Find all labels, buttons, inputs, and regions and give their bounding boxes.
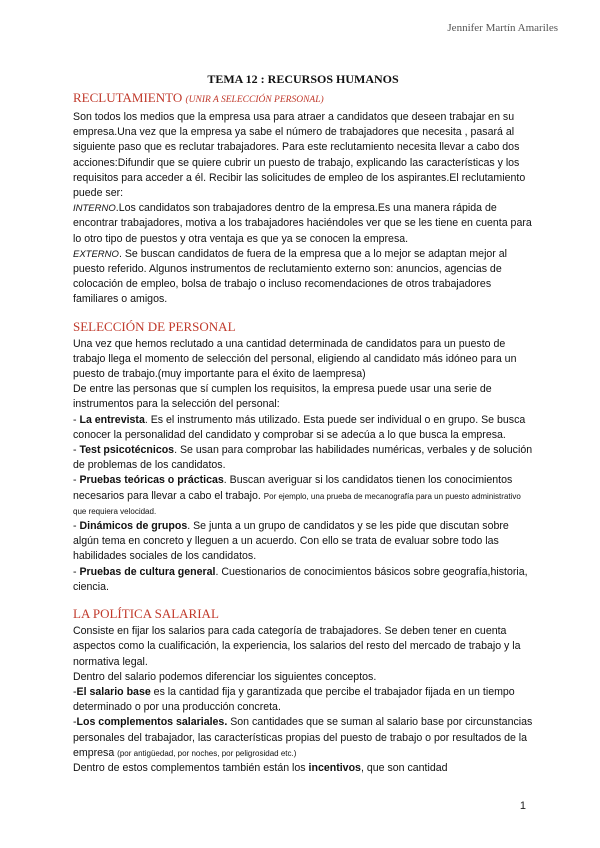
list-item: -Los complementos salariales. Son cantidades que se suman al salario base por circunstancias personales del trabajador, las características propias del puesto de trabajo o por resultados de la empresa (por antigüedad, por noches, por peligrosidad etc.) <box>73 716 533 759</box>
item-note: Por ejemplo, una prueba de mecanografía para un puesto administrativo que requiera velocidad. <box>73 491 521 516</box>
list-item: - Dinámicos de grupos. Se junta a un grupo de candidatos y se les pide que discutan sobre algún tema en concreto y lleguen a un acuerdo. Con ello se trata de evaluar sobre todo las habilidades sociales de los candidatos. <box>73 520 509 563</box>
text: , que son cantidad <box>360 761 448 774</box>
paragraph: De entre las personas que sí cumplen los requisitos, la empresa puede usar una serie de instrumentos para la selección del personal: <box>73 383 492 411</box>
term-label: INTERNO <box>73 203 116 215</box>
item-text: . Cuestionarios de conocimientos básicos sobre geografía,historia, ciencia. <box>73 565 528 593</box>
list-item: - Pruebas teóricas o prácticas. Buscan averiguar si los candidatos tienen los conocimientos necesarios para llevar a cabo el trabajo. Por ejemplo, una prueba de mecanografía para un puesto administrativo que requiera velocidad. <box>73 474 521 516</box>
list-item: -El salario base es la cantidad fija y garantizada que percibe el trabajador fijada en un tiempo determinado o por una producción concreta. <box>73 685 515 714</box>
text: Dentro de estos complementos también están los <box>73 761 309 774</box>
paragraph-interno <box>73 201 533 247</box>
item-label: Pruebas de cultura general <box>79 565 216 578</box>
paragraph: Son todos los medios que la empresa usa para atraer a candidatos que deseen trabajar en su empresa.Una vez que la empresa ya sabe el número de trabajadores que necesita , pasará al siguiente paso que es reclutar trabajadores. Para este reclutamiento necesita llevar a cabo dos acciones:Difundir que se quiere cubrir un puesto de trabajo, explicando las características y los requisitos para acceder a él. Recibir las solicitudes de empleo de los aspirantes.El reclutamiento puede ser: <box>73 111 526 200</box>
item-text: es la cantidad fija y garantizada que percibe el trabajador fijada en un tiempo determinado o por una producción concreta. <box>73 685 515 714</box>
list-item: - La entrevista. Es el instrumento más utilizado. Esta puede ser individual o en grupo. Se busca conocer la personalidad del candidato y comprobar si se adecúa a lo que busca la empresa. <box>73 413 526 441</box>
item-text: . Se junta a un grupo de candidatos y se les pide que discutan sobre algún tema en concreto y lleguen a un acuerdo. Con ello se trata de evaluar sobre todo las habilidades sociales de los candidatos. <box>73 520 509 563</box>
document-body <box>73 72 533 776</box>
section-seleccion <box>73 319 533 595</box>
section-reclutamiento <box>73 90 533 308</box>
section-heading: LA POLÍTICA SALARIAL <box>73 606 219 622</box>
paragraph: Una vez que hemos reclutado a una cantidad determinada de candidatos para un puesto de trabajo llega el momento de selección del personal, eligiendo al candidato más idóneo para un puesto de trabajo.(muy importante para el éxito de laempresa) <box>73 337 517 381</box>
section-heading <box>73 90 533 108</box>
paragraph-externo <box>73 247 533 308</box>
item-label: El salario base <box>76 685 151 698</box>
header-author: Jennifer Martín Amariles <box>447 22 558 34</box>
term-text: . Se buscan candidatos de fuera de la empresa que a lo mejor se adaptan mejor al puesto referido. Algunos instrumentos de reclutamiento externo son: anuncios, agencias de colocación de empleo, bolsa de trabajo o incluso recomendaciones de otros trabajadores familiares o amigos. <box>73 247 508 306</box>
list-item: - Pruebas de cultura general. Cuestionarios de conocimientos básicos sobre geografía,historia, ciencia. <box>73 565 528 593</box>
page-title: TEMA 12 : RECURSOS HUMANOS <box>207 72 399 86</box>
term-text: .Los candidatos son trabajadores dentro de la empresa.Es una manera rápida de encontrar trabajadores, motiva a los trabajadores haciéndoles ver que se les tiene en cuenta para lo otro tipo de puestos y otra ventaja es que ya se conocen la empresa. <box>73 202 532 245</box>
emphasis: incentivos <box>308 761 361 774</box>
paragraph <box>73 761 533 776</box>
list-item: - Test psicotécnicos. Se usan para comprobar las habilidades numéricas, verbales y de solución de problemas de los candidatos. <box>73 444 533 472</box>
item-label: Pruebas teóricas o prácticas <box>79 474 224 487</box>
paragraph: Consiste en fijar los salarios para cada categoría de trabajadores. Se deben tener en cuenta aspectos como la cualificación, la experiencia, los salarios del resto del mercado de trabajo y la normativa legal. <box>73 625 521 668</box>
item-label: La entrevista <box>79 413 145 426</box>
item-text: . Es el instrumento más utilizado. Esta puede ser individual o en grupo. Se busca conocer la personalidad del candidato y comprobar si se adecúa a lo que busca la empresa. <box>73 413 526 441</box>
item-text: . Se usan para comprobar las habilidades numéricas, verbales y de solución de problemas de los candidatos. <box>73 444 533 472</box>
paragraph: Dentro del salario podemos diferenciar los siguientes conceptos. <box>73 670 377 683</box>
item-label: Dinámicos de grupos <box>79 520 188 533</box>
section-heading: SELECCIÓN DE PERSONAL <box>73 318 236 334</box>
item-note: (por antigüedad, por noches, por peligrosidad etc.) <box>117 748 297 758</box>
item-label: Los complementos salariales. <box>76 716 228 729</box>
heading-text: RECLUTAMIENTO <box>73 90 183 105</box>
item-text: . Buscan averiguar si los candidatos tienen los conocimientos necesarios para llevar a cabo el trabajo. <box>73 474 513 502</box>
item-text: Son cantidades que se suman al salario base por circunstancias personales del trabajador, las características propias del puesto de trabajo o por resultados de la empresa <box>73 716 533 759</box>
item-label: Test psicotécnicos <box>79 444 175 457</box>
term-label: EXTERNO <box>73 248 119 260</box>
section-politica-salarial <box>73 606 533 776</box>
page-number: 1 <box>519 800 526 812</box>
heading-subtitle: (UNIR A SELECCIÓN PERSONAL) <box>185 95 324 105</box>
